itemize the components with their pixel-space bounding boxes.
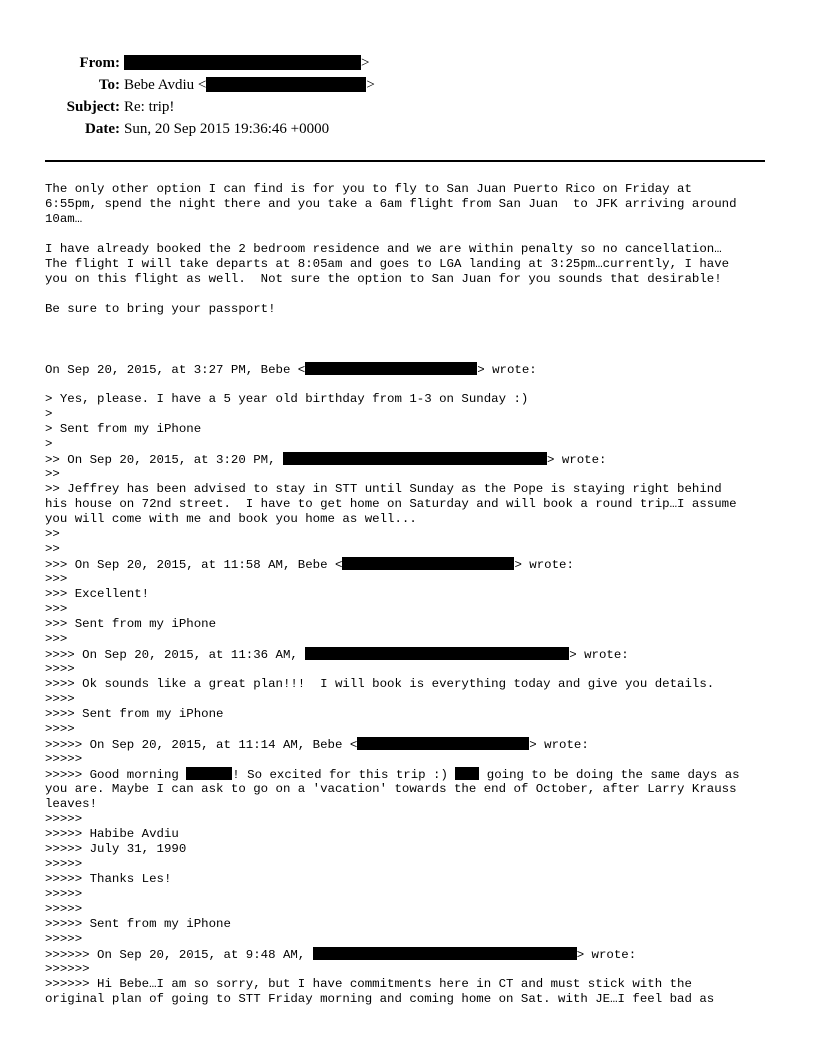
body-line: The flight I will take departs at 8:05am and goes to LGA landing at 3:25pm…currently, I have [45,257,730,271]
body-line: I have already booked the 2 bedroom residence and we are within penalty so no cancellation… [45,242,722,256]
body-line: >>>>>> [45,962,90,976]
redaction-bar [206,77,366,92]
body-line [45,377,805,392]
body-line: >>> Sent from my iPhone [45,617,217,631]
body-line [45,332,805,347]
body-line: > Yes, please. I have a 5 year old birthday from 1-3 on Sunday :) [45,392,529,406]
body-line: >>>>>> Hi Bebe…I am so sorry, but I have commitments here in CT and must stick with the [45,977,692,991]
body-line: >>>> Sent from my iPhone [45,707,224,721]
body-line: >>>>> [45,812,83,826]
redaction-bar [313,947,577,960]
to-value: Bebe Avdiu < > [124,77,375,93]
redaction-bar [342,557,514,570]
body-line [45,347,805,362]
body-line: >>> [45,602,68,616]
body-line: >>>> On Sep 20, 2015, at 11:36 AM, > wrote: [45,648,629,662]
body-line [45,287,805,302]
body-line: >> [45,527,60,541]
redaction-bar [357,737,529,750]
body-line: >>>> [45,692,75,706]
body-line: >> [45,542,60,556]
body-line: >>>>> Habibe Avdiu [45,827,179,841]
body-line: leaves! [45,797,98,811]
redaction-bar [283,452,547,465]
subject-value: Re: trip! [124,99,175,115]
body-line: >>>>> July 31, 1990 [45,842,187,856]
body-line: you will come with me and book you home as well... [45,512,417,526]
body-line: >> [45,467,60,481]
body-line: > Sent from my iPhone [45,422,202,436]
body-line: >>>>> Sent from my iPhone [45,917,231,931]
redaction-bar [305,362,477,375]
body-line: > [45,437,53,451]
body-line: >>> [45,572,68,586]
from-label: From: [79,55,120,71]
redaction-bar [455,767,479,780]
body-line [45,317,805,332]
body-line: Be sure to bring your passport! [45,302,276,316]
body-line: >>> [45,632,68,646]
redaction-bar [124,55,361,70]
body-line: you on this flight as well. Not sure the option to San Juan for you sounds that desirable! [45,272,722,286]
redaction-bar [305,647,569,660]
body-line: >>>>>> On Sep 20, 2015, at 9:48 AM, > wrote: [45,948,637,962]
header-divider [45,160,765,162]
body-line: >>>>> Thanks Les! [45,872,172,886]
date-label: Date: [85,121,120,137]
from-value: > [124,54,369,72]
email-body [45,182,805,1007]
body-line: >>> Excellent! [45,587,150,601]
body-line: 6:55pm, spend the night there and you take a 6am flight from San Juan to JFK arriving around [45,197,737,211]
redaction-bar [186,767,232,780]
to-label: To: [98,77,120,93]
body-line: >>>>> On Sep 20, 2015, at 11:14 AM, Bebe < > wrote: [45,738,589,752]
body-line: >>> On Sep 20, 2015, at 11:58 AM, Bebe < > wrote: [45,558,574,572]
body-line: >>>> Ok sounds like a great plan!!! I will book is everything today and give you details. [45,677,715,691]
body-line: >>>>> Good morning ! So excited for this trip :) going to be doing the same days as [45,768,740,782]
body-line: you are. Maybe I can ask to go on a 'vacation' towards the end of October, after Larry Krauss [45,782,737,796]
body-line: original plan of going to STT Friday morning and coming home on Sat. with JE…I feel bad as [45,992,715,1006]
body-line: >>>> [45,722,75,736]
body-line [45,227,805,242]
body-line: >>>>> [45,932,83,946]
body-line: >>>>> [45,752,83,766]
body-line: The only other option I can find is for you to fly to San Juan Puerto Rico on Friday at [45,182,692,196]
body-line: his house on 72nd street. I have to get home on Saturday and will book a round trip…I assume [45,497,737,511]
body-line: >> On Sep 20, 2015, at 3:20 PM, > wrote: [45,453,607,467]
body-line: >>>>> [45,902,83,916]
date-value: Sun, 20 Sep 2015 19:36:46 +0000 [124,121,330,137]
body-line: >>>> [45,662,75,676]
body-line: > [45,407,53,421]
body-line: 10am… [45,212,83,226]
subject-label: Subject: [66,99,120,115]
body-line: >>>>> [45,857,83,871]
body-line: On Sep 20, 2015, at 3:27 PM, Bebe < > wrote: [45,363,537,377]
body-line: >> Jeffrey has been advised to stay in STT until Sunday as the Pope is staying right behind [45,482,722,496]
body-line: >>>>> [45,887,83,901]
